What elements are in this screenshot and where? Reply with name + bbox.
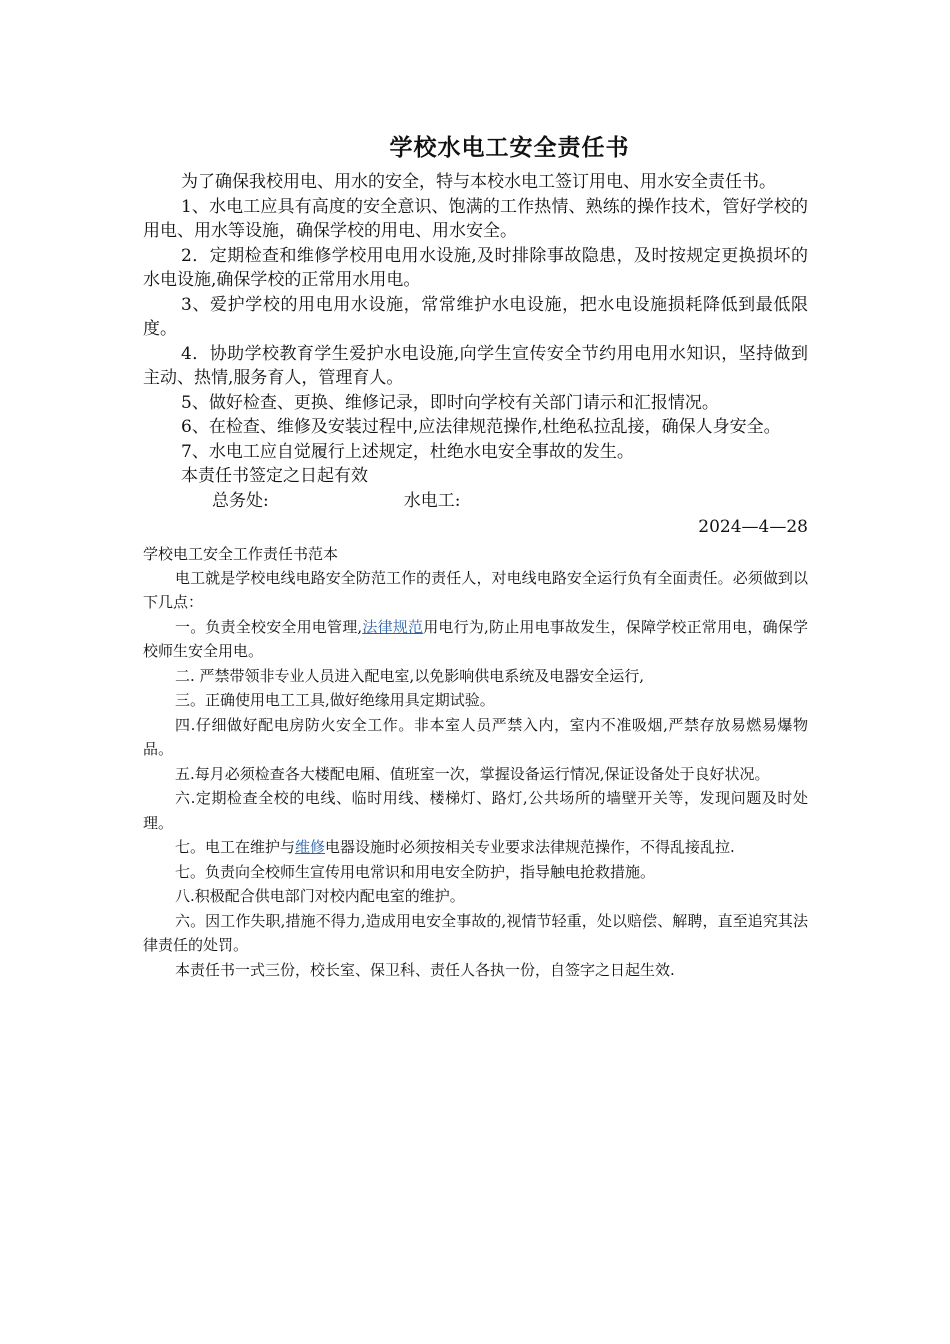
- law-regulation-link[interactable]: 法律规范: [362, 617, 424, 636]
- sign-electrician: 水电工:: [403, 490, 461, 511]
- duty-1: [143, 615, 808, 664]
- signature-line: [143, 489, 808, 514]
- clause-4: 4．协助学校教育学生爱护水电设施,向学生宣传安全节约用电用水知识，坚持做到主动、热情,服务育人，管理育人。: [143, 343, 808, 388]
- sign-general-affairs: 总务处:: [212, 490, 269, 511]
- duty-9: 六。因工作失职,措施不得力,造成用电安全事故的,视情节轻重，处以赔偿、解聘，直至追究其法律责任的处罚。: [143, 911, 808, 954]
- document-title: 学校水电工安全责任书: [389, 135, 630, 161]
- clause-7: 7、水电工应自觉履行上述规定，杜绝水电安全事故的发生。: [181, 441, 634, 462]
- section-intro: 电工就是学校电线电路安全防范工作的责任人，对电线电路安全运行负有全面责任。必须做到以下几点：: [143, 568, 808, 611]
- section-subtitle: 学校电工安全工作责任书范本: [143, 544, 339, 563]
- effective-statement: 本责任书签定之日起有效: [181, 466, 368, 486]
- clause-2: 2．定期检查和维修学校用电用水设施,及时排除事故隐患，及时按规定更换损坏的水电设施,确保学校的正常用水用电。: [143, 245, 808, 290]
- clause-5: 5、做好检查、更换、维修记录，即时向学校有关部门请示和汇报情况。: [181, 392, 719, 413]
- duty-2: 二. 严禁带领非专业人员进入配电室,以免影响供电系统及电器安全运行,: [175, 666, 645, 685]
- signing-date: 2024—4—28: [698, 516, 808, 537]
- duty-8: 八.积极配合供电部门对校内配电室的维护。: [175, 887, 465, 905]
- document-page: [143, 130, 808, 982]
- closing-statement: 本责任书一式三份，校长室、保卫科、责任人各执一份，自签字之日起生效.: [175, 960, 675, 979]
- duty-4: 四.仔细做好配电房防火安全工作。非本室人员严禁入内，室内不准吸烟,严禁存放易燃易爆物品。: [143, 715, 808, 758]
- duty-1-text-b: 用电行为,防止用电事故发生，保障学校正常用电，确保学校师生安全用电。: [143, 617, 808, 660]
- duty-1-text-a: 一。负责全校安全用电管理,: [175, 617, 363, 636]
- duty-7-text-b: 电器设施时必须按相关专业要求法律规范操作，不得乱接乱拉.: [325, 838, 735, 856]
- duty-7: [143, 835, 808, 860]
- maintenance-link[interactable]: 维修: [295, 838, 326, 856]
- intro-paragraph: 为了确保我校用电、用水的安全，特与本校水电工签订用电、用水安全责任书。: [181, 172, 776, 192]
- clause-6: 6、在检查、维修及安装过程中,应法律规范操作,杜绝私拉乱接，确保人身安全。: [181, 417, 781, 437]
- clause-1: 1、水电工应具有高度的安全意识、饱满的工作热情、熟练的操作技术，管好学校的用电、用水等设施，确保学校的用电、用水安全。: [143, 196, 808, 241]
- duty-5: 五.每月必须检查各大楼配电厢、值班室一次，掌握设备运行情况,保证设备处于良好状况。: [175, 764, 770, 783]
- duty-7b: 七。负责向全校师生宣传用电常识和用电安全防护，指导触电抢救措施。: [175, 862, 656, 881]
- clause-3: 3、爱护学校的用电用水设施，常常维护水电设施，把水电设施损耗降低到最低限度。: [143, 294, 808, 339]
- duty-7-text-a: 七。电工在维护与: [175, 838, 296, 856]
- duty-6: 六.定期检查全校的电线、临时用线、楼梯灯、路灯,公共场所的墙壁开关等，发现问题及时处理。: [143, 789, 808, 832]
- duty-3: 三。正确使用电工工具,做好绝缘用具定期试验。: [175, 691, 495, 709]
